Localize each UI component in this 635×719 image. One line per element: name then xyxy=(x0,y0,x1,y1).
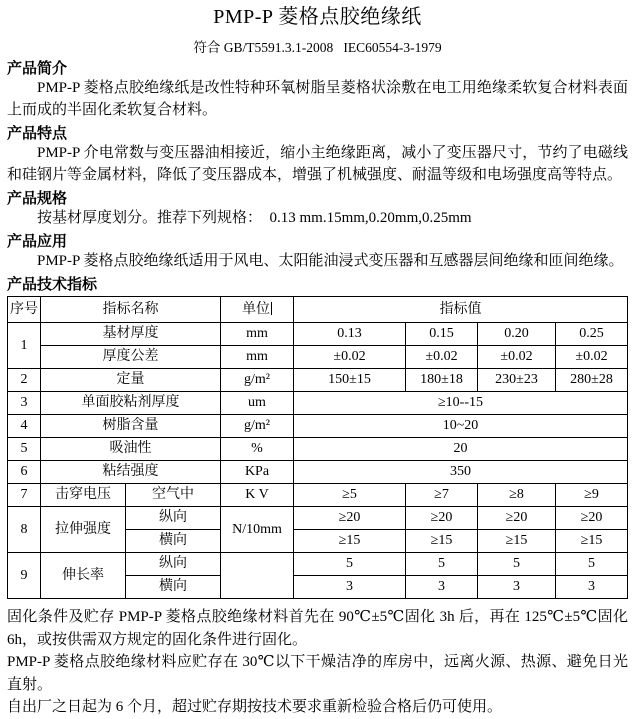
heading-product-specs: 产品规格 xyxy=(7,190,68,207)
tech-indicators-table xyxy=(7,296,628,599)
col-header-unit xyxy=(221,297,294,323)
para-product-applications: PMP-P 菱格点胶绝缘纸适用于风电、太阳能油浸式变压器和互感器层间绝缘和匝间绝缘。 xyxy=(37,253,624,269)
cell-value: ≥8 xyxy=(478,484,556,507)
standards-subtitle: 符合 GB/T5591.3.1-2008 IEC60554-3-1979 xyxy=(193,40,442,55)
table-row-8a xyxy=(8,507,628,530)
text-cursor xyxy=(271,302,272,315)
table-row-2 xyxy=(8,369,628,392)
cell-value: ≥20 xyxy=(478,507,556,530)
cell-unit: KPa xyxy=(221,461,294,484)
cell-unit xyxy=(221,553,294,599)
cell-name: 吸油性 xyxy=(41,438,221,461)
cell-subname: 纵向 xyxy=(126,507,221,530)
shelf-life-note: 自出厂之日起为 6 个月，超过贮存期按技术要求重新检验合格后仍可使用。 xyxy=(7,699,503,715)
para-product-features: PMP-P 介电常数与变压器油相接近，缩小主绝缘距离，减小了变压器尺寸，节约了电磁线和硅钢片等金属材料，降低了变压器成本，增强了机械强度、耐温等级和电场强度高等特点。 xyxy=(7,145,628,183)
cell-subname: 空气中 xyxy=(126,484,221,507)
cell-value: 350 xyxy=(294,461,628,484)
cell-value: 5 xyxy=(406,553,478,576)
col-header-name: 指标名称 xyxy=(41,297,221,323)
cell-no: 3 xyxy=(8,392,41,415)
storage-condition-note: PMP-P 菱格点胶绝缘材料应贮存在 30℃以下干燥洁净的库房中，远离火源、热源、避免日光直射。 xyxy=(7,654,628,693)
cell-value: ≥15 xyxy=(556,530,628,553)
cell-unit: g/m² xyxy=(221,369,294,392)
col-header-unit-label: 单位 xyxy=(242,301,270,317)
table-row-6 xyxy=(8,461,628,484)
cell-value: 3 xyxy=(556,576,628,599)
cell-name: 定量 xyxy=(41,369,221,392)
cell-value: 280±28 xyxy=(556,369,628,392)
cell-unit: mm xyxy=(221,346,294,369)
cell-value: 180±18 xyxy=(406,369,478,392)
cell-name: 拉伸强度 xyxy=(41,507,126,553)
cell-no: 7 xyxy=(8,484,41,507)
table-row-5 xyxy=(8,438,628,461)
cell-no: 6 xyxy=(8,461,41,484)
table-header-row xyxy=(8,297,628,323)
table-row-3 xyxy=(8,392,628,415)
cell-value: 3 xyxy=(294,576,406,599)
cell-value: 150±15 xyxy=(294,369,406,392)
cell-name: 树脂含量 xyxy=(41,415,221,438)
cell-name: 厚度公差 xyxy=(41,346,221,369)
cell-no: 5 xyxy=(8,438,41,461)
cell-subname: 纵向 xyxy=(126,553,221,576)
heading-product-intro: 产品简介 xyxy=(7,60,68,77)
cell-value: 5 xyxy=(294,553,406,576)
cell-value: ≥20 xyxy=(406,507,478,530)
cell-value: 0.13 xyxy=(294,323,406,346)
cell-no: 2 xyxy=(8,369,41,392)
cell-value: ±0.02 xyxy=(478,346,556,369)
cell-no: 4 xyxy=(8,415,41,438)
para-product-specs: 按基材厚度划分。推荐下列规格： 0.13 mm.15mm,0.20mm,0.25mm xyxy=(37,210,472,226)
table-row-9a xyxy=(8,553,628,576)
cell-value: 3 xyxy=(406,576,478,599)
cell-unit: % xyxy=(221,438,294,461)
heading-product-applications: 产品应用 xyxy=(7,233,68,250)
table-row-7 xyxy=(8,484,628,507)
cell-value: ≥20 xyxy=(294,507,406,530)
curing-storage-note: 固化条件及贮存 PMP-P 菱格点胶绝缘材料首先在 90℃±5℃固化 3h 后，再在 125℃±5℃固化 6h，或按供需双方规定的固化条件进行固化。 xyxy=(7,609,632,648)
para-product-intro: PMP-P 菱格点胶绝缘纸是改性特种环氧树脂呈菱格状涂敷在电工用绝缘柔软复合材料表面上而成的半固化柔软复合材料。 xyxy=(7,80,628,118)
cell-no: 8 xyxy=(8,507,41,553)
cell-value: ±0.02 xyxy=(406,346,478,369)
cell-value: 0.25 xyxy=(556,323,628,346)
cell-subname: 横向 xyxy=(126,530,221,553)
heading-product-features: 产品特点 xyxy=(7,125,68,142)
cell-name: 击穿电压 xyxy=(41,484,126,507)
cell-value: 5 xyxy=(556,553,628,576)
page-title: PMP-P 菱格点胶绝缘纸 xyxy=(213,6,422,28)
cell-unit: um xyxy=(221,392,294,415)
cell-value: 0.20 xyxy=(478,323,556,346)
cell-value: ≥9 xyxy=(556,484,628,507)
cell-subname: 横向 xyxy=(126,576,221,599)
cell-value: ≥20 xyxy=(556,507,628,530)
cell-unit: K V xyxy=(221,484,294,507)
cell-unit: g/m² xyxy=(221,415,294,438)
cell-value: 20 xyxy=(294,438,628,461)
cell-value: ≥7 xyxy=(406,484,478,507)
cell-value: ≥5 xyxy=(294,484,406,507)
table-row-1b xyxy=(8,346,628,369)
cell-value: 3 xyxy=(478,576,556,599)
footer-notes xyxy=(7,606,632,719)
cell-value: 10~20 xyxy=(294,415,628,438)
cell-name: 粘结强度 xyxy=(41,461,221,484)
cell-name: 伸长率 xyxy=(41,553,126,599)
cell-value: ±0.02 xyxy=(556,346,628,369)
cell-value: ≥15 xyxy=(294,530,406,553)
cell-value: 0.15 xyxy=(406,323,478,346)
cell-name: 基材厚度 xyxy=(41,323,221,346)
table-row-4 xyxy=(8,415,628,438)
cell-no: 1 xyxy=(8,323,41,369)
cell-value: 5 xyxy=(478,553,556,576)
cell-name: 单面胶粘剂厚度 xyxy=(41,392,221,415)
cell-value: ≥15 xyxy=(478,530,556,553)
col-header-value: 指标值 xyxy=(294,297,628,323)
cell-value: ≥10--15 xyxy=(294,392,628,415)
table-row-1a xyxy=(8,323,628,346)
cell-value: ±0.02 xyxy=(294,346,406,369)
cell-unit: mm xyxy=(221,323,294,346)
heading-tech-indicators: 产品技术指标 xyxy=(7,276,98,293)
col-header-index: 序号 xyxy=(8,297,41,323)
cell-no: 9 xyxy=(8,553,41,599)
cell-unit: N/10mm xyxy=(221,507,294,553)
cell-value: ≥15 xyxy=(406,530,478,553)
cell-value: 230±23 xyxy=(478,369,556,392)
